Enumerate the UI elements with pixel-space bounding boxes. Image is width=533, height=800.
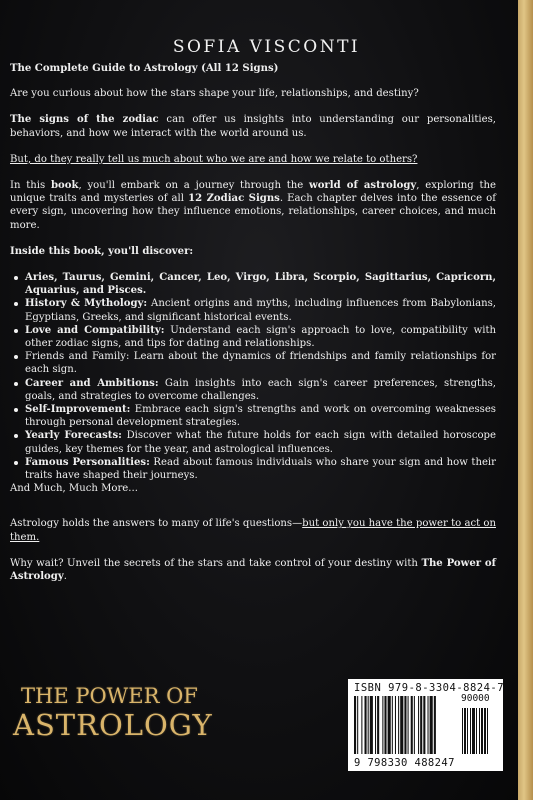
answers-underlined: but only you have the power to act on them. — [10, 518, 496, 543]
question-underlined: But, do they really tell us much about who we are and how we relate to others? — [10, 153, 418, 165]
list-item — [25, 350, 496, 376]
item-bold: Self-Improvement: — [25, 404, 131, 416]
item-text: Discover what the future holds for each sign with detailed horoscope guides, key themes for the year, and astrological influences. — [25, 430, 496, 455]
barcode-bars — [354, 696, 497, 758]
isbn-barcode — [348, 679, 503, 771]
item-text: Ancient origins and myths, including influences from Babylonians, Egyptians, Greeks, and significant historical events. — [25, 298, 497, 323]
zodiac-paragraph — [10, 113, 496, 139]
item-bold: History & Mythology: — [25, 298, 148, 310]
book-text-1: In this — [10, 180, 51, 192]
intro-question: Are you curious about how the stars shape your life, relationships, and destiny? — [10, 88, 419, 100]
item-bold: Love and Compatibility: — [25, 324, 165, 336]
item-bold: Aries, Taurus, Gemini, Cancer, Leo, Virgo, Libra, Scorpio, Sagittarius, Capricorn, Aquarius, and Pisces. — [25, 272, 496, 297]
title-line-2: ASTROLOGY — [13, 708, 213, 742]
item-bold: Career and Ambitions: — [25, 377, 159, 389]
list-item — [25, 324, 496, 350]
book-text-4: . Each chapter delves into the essence of every sign, uncovering how they influence emotions, relationships, career choices, and much more. — [10, 193, 496, 231]
item-text: Gain insights into each sign's career preferences, strengths, goals, and strategies to overcome challenges. — [25, 377, 496, 402]
list-item — [25, 456, 496, 482]
answers-plain: Astrology holds the answers to many of life's questions— — [10, 518, 303, 530]
list-item — [25, 297, 496, 323]
book-subtitle: The Complete Guide to Astrology (All 12 Signs) — [10, 63, 279, 74]
item-bold: Famous Personalities: — [25, 456, 150, 468]
book-bold-1: book — [50, 180, 79, 192]
title-line-1: THE POWER OF — [21, 684, 198, 708]
isbn-number: ISBN 979-8-3304-8824-7 — [354, 682, 505, 694]
author-name: SOFIA VISCONTI — [172, 37, 361, 57]
discover-list — [10, 271, 496, 482]
list-item — [25, 403, 496, 429]
list-item — [25, 429, 496, 455]
zodiac-rest: can offer us insights into understanding our personalities, behaviors, and how we interact with the world around us. — [10, 114, 496, 139]
barcode-addon: 90000 — [461, 693, 490, 704]
spine-edge — [518, 0, 533, 800]
list-item — [25, 377, 496, 403]
astrology-answers — [10, 517, 496, 543]
book-bold-3: 12 Zodiac Signs — [188, 193, 280, 205]
closing-end: . — [63, 571, 67, 583]
closing-paragraph — [10, 557, 496, 583]
title-logo — [13, 684, 263, 742]
item-bold: Yearly Forecasts: — [25, 430, 122, 442]
zodiac-bold: The signs of the zodiac — [10, 114, 159, 126]
discover-heading: Inside this book, you'll discover: — [10, 245, 194, 257]
book-text-3: , exploring the unique traits and mysteries of all — [10, 180, 496, 205]
book-paragraph — [10, 179, 496, 232]
closing-bold: The Power of Astrology — [10, 557, 496, 583]
item-text: Embrace each sign's strengths and work on overcoming weaknesses through personal development strategies. — [25, 404, 496, 429]
item-text: Friends and Family: Learn about the dynamics of friendships and family relationships for each sign. — [25, 351, 496, 376]
list-item — [25, 271, 496, 297]
item-text: Read about famous individuals who share your sign and how their traits have shaped their journeys. — [25, 456, 496, 482]
barcode-digits: 9 798330 488247 — [354, 757, 455, 769]
closing-plain: Why wait? Unveil the secrets of the stars and take control of your destiny with — [10, 557, 422, 569]
item-text: Understand each sign's approach to love, compatibility with other zodiac signs, and tips for dating and relationships. — [25, 324, 497, 350]
book-text-2: , you'll embark on a journey through the — [78, 180, 310, 192]
blurb — [10, 62, 496, 596]
and-more: And Much, Much More... — [10, 483, 138, 495]
book-bold-2: world of astrology — [309, 180, 417, 192]
